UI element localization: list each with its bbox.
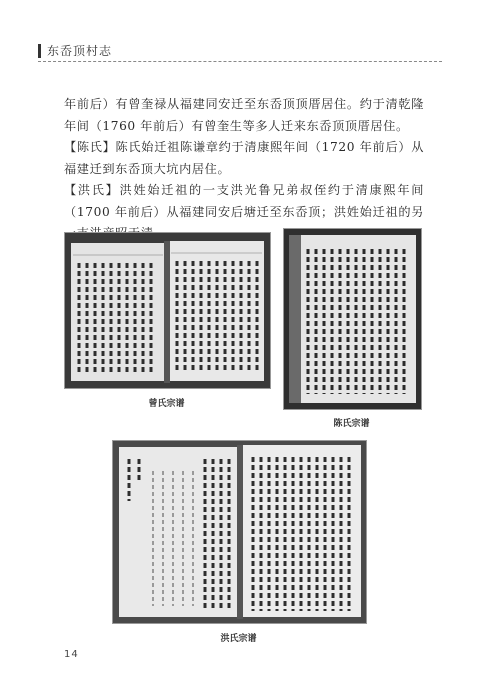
- running-header: [38, 40, 442, 62]
- paragraph-chen: 【陈氏】陈氏始迁祖陈谦章约于清康熙年间（1720 年前后）从福建迁到东岙顶大坑内居住。: [64, 140, 424, 176]
- photo-hong-genealogy: [112, 440, 367, 624]
- genealogy-book-photo-icon: [113, 441, 366, 623]
- caption-zeng: 曾氏宗谱: [148, 399, 185, 409]
- page-number: 14: [64, 649, 79, 660]
- paragraph-zeng-continued: 年前后）有曾奎禄从福建同安迁至东岙顶顶厝居住。约于清乾隆年间（1760 年前后）有曾奎生等多人迁来东岙顶顶厝居住。: [64, 97, 424, 133]
- header-accent-bar: [38, 44, 41, 58]
- genealogy-book-photo-icon: [65, 233, 270, 388]
- paragraph-hong: 【洪氏】洪姓始迁祖的一支洪光鲁兄弟叔侄约于清康熙年间（1700 年前后）从福建同安后塘迁至东岙顶；洪姓始迁祖的另: [64, 183, 424, 219]
- body-text: [64, 94, 424, 245]
- header-divider: [38, 61, 442, 62]
- running-header-title: 东岙顶村志: [47, 44, 113, 58]
- photo-zeng-genealogy: [64, 232, 271, 389]
- photo-chen-genealogy: [283, 228, 422, 410]
- caption-chen: 陈氏宗谱: [333, 419, 370, 429]
- genealogy-book-photo-icon: [284, 229, 421, 409]
- caption-hong: 洪氏宗谱: [220, 634, 257, 644]
